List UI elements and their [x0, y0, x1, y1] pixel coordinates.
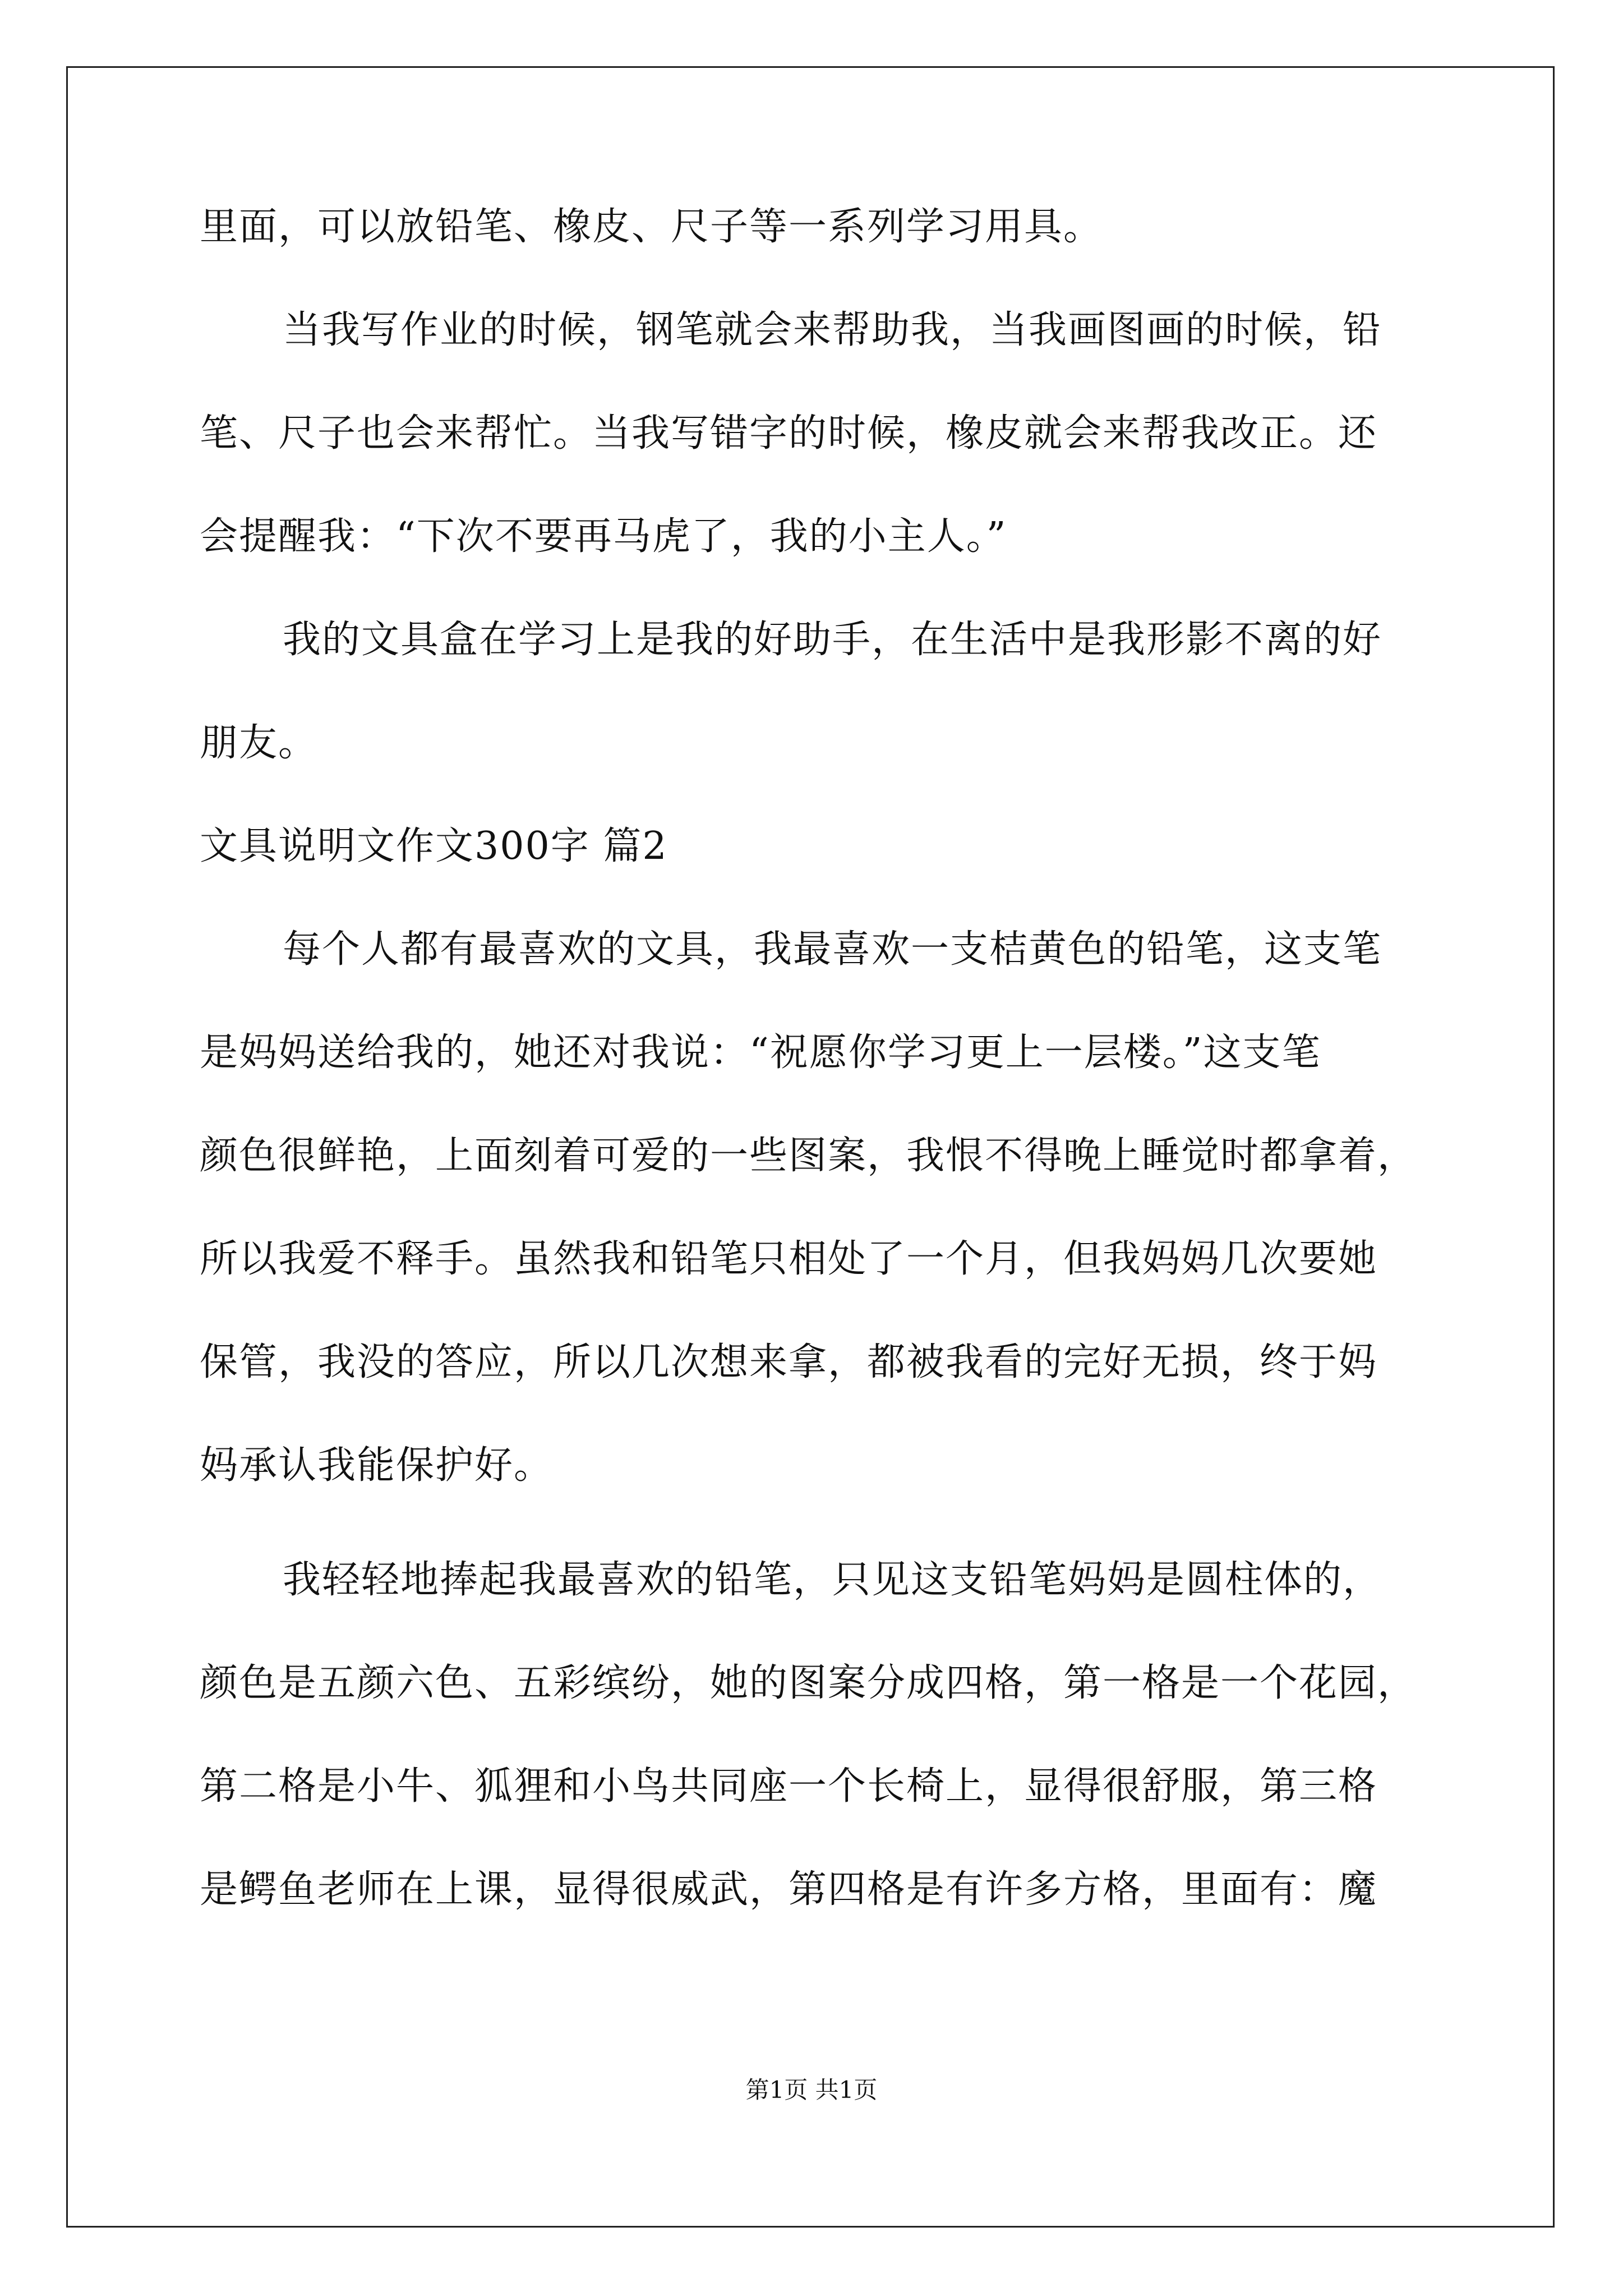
text-line: 颜色很鲜艳，上面刻着可爱的一些图案，我恨不得晚上睡觉时都拿着， — [200, 1134, 1417, 1178]
paragraph-start-line: 当我写作业的时候，钢笔就会来帮助我，当我画图画的时候，铅 — [283, 308, 1382, 352]
paragraph-start-line: 我的文具盒在学习上是我的好助手，在生活中是我形影不离的好 — [283, 618, 1382, 662]
text-line: 所以我爱不释手。虽然我和铅笔只相处了一个月，但我妈妈几次要她 — [200, 1237, 1378, 1281]
text-line: 颜色是五颜六色、五彩缤纷，她的图案分成四格，第一格是一个花园， — [200, 1661, 1417, 1705]
text-line: 是妈妈送给我的，她还对我说：“祝愿你学习更上一层楼。”这支笔 — [200, 1030, 1321, 1075]
text-line: 笔、尺子也会来帮忙。当我写错字的时候，橡皮就会来帮我改正。还 — [200, 411, 1378, 455]
text-line: 第二格是小牛、狐狸和小鸟共同座一个长椅上，显得很舒服，第三格 — [200, 1764, 1378, 1809]
text-line: 里面，可以放铅笔、橡皮、尺子等一系列学习用具。 — [200, 205, 1103, 249]
page-number-footer: 第1页 共1页 — [745, 2076, 878, 2104]
text-line: 是鳄鱼老师在上课，显得很威武，第四格是有许多方格，里面有：魔 — [200, 1867, 1378, 1912]
text-line: 妈承认我能保护好。 — [200, 1443, 554, 1488]
text-line: 会提醒我：“下次不要再马虎了，我的小主人。” — [200, 514, 1007, 559]
paragraph-start-line: 我轻轻地捧起我最喜欢的铅笔，只见这支铅笔妈妈是圆柱体的， — [283, 1558, 1382, 1602]
text-line: 保管，我没的答应，所以几次想来拿，都被我看的完好无损，终于妈 — [200, 1340, 1378, 1384]
text-line: 朋友。 — [200, 721, 318, 765]
paragraph-start-line: 每个人都有最喜欢的文具，我最喜欢一支桔黄色的铅笔，这支笔 — [283, 927, 1382, 972]
section-heading: 文具说明文作文300字 篇2 — [200, 824, 668, 868]
